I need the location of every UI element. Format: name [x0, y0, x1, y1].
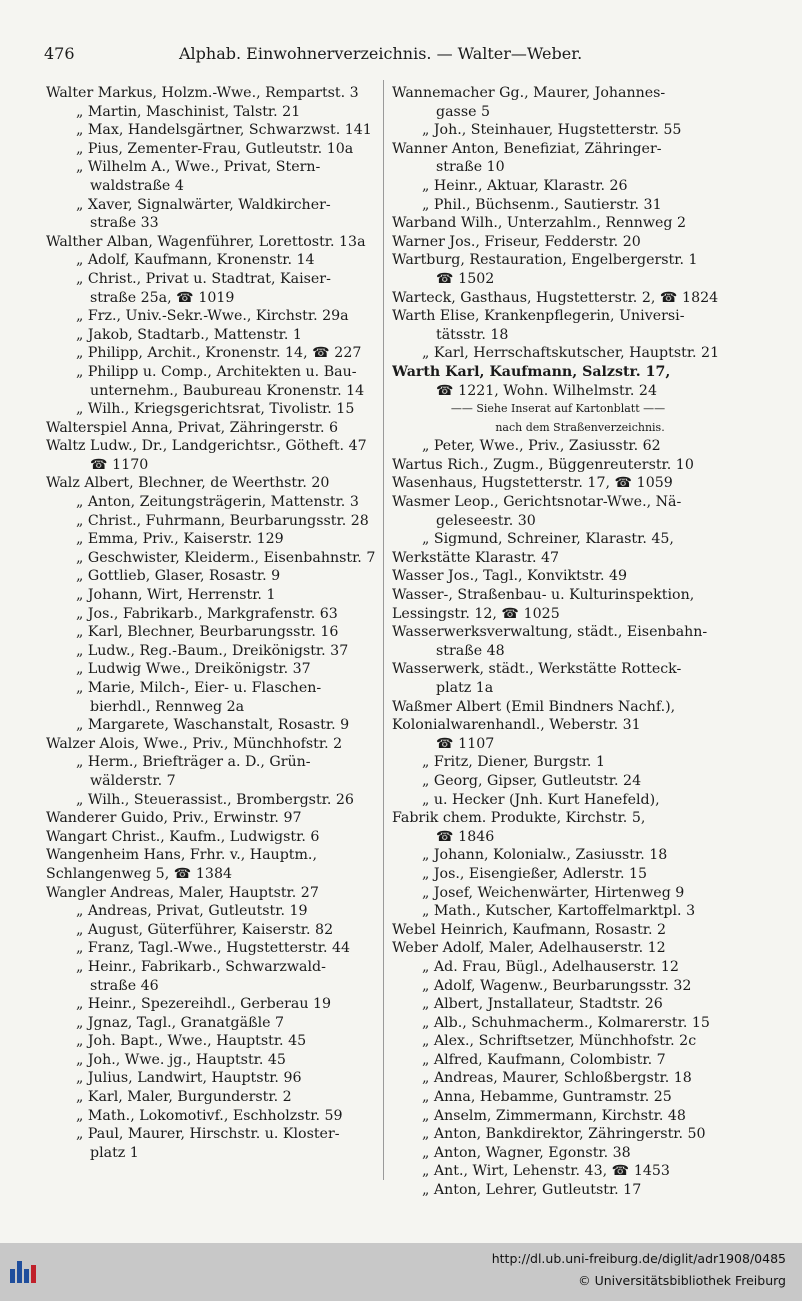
directory-line: „ Joh. Bapt., Wwe., Hauptstr. 45: [76, 1033, 307, 1050]
directory-line: „ Sigmund, Schreiner, Klarastr. 45,: [422, 531, 674, 548]
directory-line: „ Emma, Priv., Kaiserstr. 129: [76, 531, 284, 548]
directory-line: „ Ad. Frau, Bügl., Adelhauserstr. 12: [422, 958, 679, 975]
directory-line: „ Alb., Schuhmacherm., Kolmarerstr. 15: [422, 1014, 710, 1031]
directory-line: Werkstätte Klarastr. 47: [392, 549, 560, 566]
viewer-footer: [0, 1243, 802, 1301]
directory-line: straße 25a, ☎ 1019: [90, 289, 235, 306]
directory-line: ☎ 1502: [436, 270, 495, 287]
directory-line: „ Johann, Kolonialw., Zasiusstr. 18: [422, 847, 668, 864]
directory-line: „ Philipp u. Comp., Architekten u. Bau-: [76, 363, 357, 380]
directory-line: platz 1: [90, 1144, 139, 1161]
directory-line: „ Fritz, Diener, Burgstr. 1: [422, 754, 605, 771]
directory-line: „ Phil., Büchsenm., Sautierstr. 31: [422, 196, 662, 213]
directory-line: Webel Heinrich, Kaufmann, Rosastr. 2: [392, 921, 667, 938]
directory-line: „ Math., Lokomotivf., Eschholzstr. 59: [76, 1107, 343, 1124]
directory-line: „ Franz, Tagl.-Wwe., Hugstetterstr. 44: [76, 940, 351, 957]
directory-line: Wartburg, Restauration, Engelbergerstr. 1: [392, 252, 698, 269]
directory-line: „ Marie, Milch-, Eier- u. Flaschen-: [76, 680, 322, 696]
directory-line: „ u. Hecker (Jnh. Kurt Hanefeld),: [422, 791, 660, 808]
directory-line: Waßmer Albert (Emil Bindners Nachf.),: [392, 698, 676, 715]
directory-line: Warband Wilh., Unterzahlm., Rennweg 2: [392, 215, 687, 232]
directory-line: straße 46: [90, 977, 159, 994]
directory-line: Wasser Jos., Tagl., Konviktstr. 49: [392, 568, 628, 585]
directory-line: „ Albert, Jnstallateur, Stadtstr. 26: [422, 996, 663, 1013]
directory-line: Warth Karl, Kaufmann, Salzstr. 17,: [392, 363, 671, 380]
directory-line: „ Andreas, Privat, Gutleutstr. 19: [76, 903, 308, 920]
page-number: 476: [44, 44, 75, 63]
directory-line: „ Anselm, Zimmermann, Kirchstr. 48: [422, 1107, 686, 1124]
directory-line: „ Heinr., Fabrikarb., Schwarzwald-: [76, 958, 326, 975]
directory-line: „ Anton, Lehrer, Gutleutstr. 17: [422, 1182, 642, 1199]
permalink-url[interactable]: http://dl.ub.uni-freiburg.de/diglit/adr1908/0485: [491, 1251, 786, 1266]
directory-line: „ Josef, Weichenwärter, Hirtenweg 9: [422, 884, 685, 901]
page-header: [44, 44, 784, 68]
directory-line: „ Margarete, Waschanstalt, Rosastr. 9: [76, 717, 350, 734]
directory-line: „ Anton, Zeitungsträgerin, Mattenstr. 3: [76, 494, 359, 511]
library-logo-icon: [6, 1255, 42, 1291]
directory-line: „ Heinr., Spezereihdl., Gerberau 19: [76, 996, 332, 1013]
directory-line: „ Wilh., Steuerassist., Brombergstr. 26: [76, 791, 354, 808]
directory-line: „ Math., Kutscher, Kartoffelmarktpl. 3: [422, 903, 696, 920]
directory-line: „ Julius, Landwirt, Hauptstr. 96: [76, 1070, 302, 1087]
directory-line: „ Christ., Privat u. Stadtrat, Kaiser-: [76, 270, 331, 287]
directory-line: „ Jos., Fabrikarb., Markgrafenstr. 63: [76, 605, 338, 622]
directory-line: Wasmer Leop., Gerichtsnotar-Wwe., Nä-: [392, 494, 682, 511]
directory-line: „ Ludwig Wwe., Dreikönigstr. 37: [76, 661, 311, 678]
directory-line: „ Karl, Blechner, Beurbarungsstr. 16: [76, 624, 339, 641]
directory-line: „ Paul, Maurer, Hirschstr. u. Kloster-: [76, 1126, 340, 1143]
directory-line: Wangler Andreas, Maler, Hauptstr. 27: [46, 884, 319, 901]
directory-line: „ Ludw., Reg.-Baum., Dreikönigstr. 37: [76, 642, 349, 659]
directory-line: „ Andreas, Maurer, Schloßbergstr. 18: [422, 1070, 692, 1087]
directory-line: „ Anna, Hebamme, Guntramstr. 25: [422, 1089, 672, 1106]
directory-line: „ Max, Handelsgärtner, Schwarzwst. 141: [76, 122, 372, 139]
directory-line: „ Jgnaz, Tagl., Granatgäßle 7: [76, 1014, 285, 1031]
directory-line: Lessingstr. 12, ☎ 1025: [392, 605, 560, 622]
directory-line: wälderstr. 7: [90, 772, 176, 789]
directory-line: „ Georg, Gipser, Gutleutstr. 24: [422, 772, 642, 789]
directory-line: „ Joh., Steinhauer, Hugstetterstr. 55: [422, 122, 682, 139]
directory-line: „ Heinr., Aktuar, Klarastr. 26: [422, 177, 628, 194]
directory-line: Walterspiel Anna, Privat, Zähringerstr. 6: [46, 419, 339, 436]
directory-line: „ Anton, Bankdirektor, Zähringerstr. 50: [422, 1126, 706, 1143]
directory-line: bierhdl., Rennweg 2a: [90, 698, 245, 715]
directory-line: waldstraße 4: [90, 177, 184, 194]
directory-line: Wasser-, Straßenbau- u. Kulturinspektion,: [392, 587, 695, 604]
directory-line: Wasserwerk, städt., Werkstätte Rotteck-: [392, 661, 682, 678]
directory-line: „ Herm., Briefträger a. D., Grün-: [76, 754, 311, 771]
directory-line: Walter Markus, Holzm.-Wwe., Rempartst. 3: [46, 85, 359, 101]
directory-line: Warth Elise, Krankenpflegerin, Universi-: [392, 308, 685, 325]
directory-line: „ Adolf, Kaufmann, Kronenstr. 14: [76, 252, 315, 269]
directory-line: „ Wilh., Kriegsgerichtsrat, Tivolistr. 15: [76, 401, 355, 418]
directory-line: „ Jos., Eisengießer, Adlerstr. 15: [422, 865, 648, 882]
directory-line: „ August, Güterführer, Kaiserstr. 82: [76, 921, 334, 938]
directory-line: Wannemacher Gg., Maurer, Johannes-: [392, 85, 666, 101]
page-title: Alphab. Einwohnerverzeichnis. — Walter—Weber.: [179, 44, 583, 63]
directory-line: Wasenhaus, Hugstetterstr. 17, ☎ 1059: [392, 475, 673, 492]
directory-line: „ Martin, Maschinist, Talstr. 21: [76, 103, 301, 120]
directory-line: „ Karl, Herrschaftskutscher, Hauptstr. 21: [422, 345, 720, 362]
directory-line: „ Wilhelm A., Wwe., Privat, Stern-: [76, 159, 321, 176]
directory-line: tätsstr. 18: [436, 326, 509, 343]
directory-line: „ Adolf, Wagenw., Beurbarungsstr. 32: [422, 977, 692, 994]
right-column: [392, 84, 724, 1200]
directory-line: „ Christ., Fuhrmann, Beurbarungsstr. 28: [76, 512, 369, 529]
directory-line: ☎ 1221, Wohn. Wilhelmstr. 24: [436, 382, 657, 399]
directory-line: straße 48: [436, 642, 505, 659]
directory-line: Walther Alban, Wagenführer, Lorettostr. 13a: [46, 233, 366, 250]
directory-line: „ Anton, Wagner, Egonstr. 38: [422, 1144, 631, 1161]
directory-line: „ Pius, Zementer-Frau, Gutleutstr. 10a: [76, 140, 354, 157]
directory-line: Weber Adolf, Maler, Adelhauserstr. 12: [392, 940, 666, 957]
directory-line: „ Peter, Wwe., Priv., Zasiusstr. 62: [422, 438, 661, 455]
directory-line: Wasserwerksverwaltung, städt., Eisenbahn-: [392, 624, 708, 641]
directory-line: „ Johann, Wirt, Herrenstr. 1: [76, 587, 276, 604]
directory-line: ☎ 1107: [436, 735, 495, 752]
directory-line: „ Ant., Wirt, Lehenstr. 43, ☎ 1453: [422, 1163, 670, 1180]
directory-line: unternehm., Baubureau Kronenstr. 14: [90, 382, 365, 399]
directory-line: ☎ 1846: [436, 828, 495, 845]
directory-line: „ Gottlieb, Glaser, Rosastr. 9: [76, 568, 281, 585]
directory-line: nach dem Straßenverzeichnis.: [495, 420, 665, 434]
directory-line: —— Siehe Inserat auf Kartonblatt ——: [450, 402, 666, 416]
directory-line: Wartus Rich., Zugm., Büggenreuterstr. 10: [392, 456, 694, 473]
directory-line: Wangenheim Hans, Frhr. v., Hauptm.,: [46, 847, 317, 864]
directory-line: ☎ 1170: [90, 456, 149, 473]
directory-line: „ Philipp, Archit., Kronenstr. 14, ☎ 227: [76, 345, 362, 362]
directory-line: „ Jakob, Stadtarb., Mattenstr. 1: [76, 326, 302, 343]
directory-line: Walzer Alois, Wwe., Priv., Münchhofstr. 2: [46, 735, 343, 752]
directory-line: Kolonialwarenhandl., Weberstr. 31: [392, 717, 641, 734]
directory-line: „ Joh., Wwe. jg., Hauptstr. 45: [76, 1051, 286, 1068]
directory-line: „ Karl, Maler, Burgunderstr. 2: [76, 1089, 292, 1106]
directory-line: Wanner Anton, Benefiziat, Zähringer-: [392, 140, 662, 157]
left-column: [46, 84, 378, 1162]
directory-line: Schlangenweg 5, ☎ 1384: [46, 865, 233, 882]
directory-line: Wangart Christ., Kaufm., Ludwigstr. 6: [46, 828, 320, 845]
directory-line: gasse 5: [436, 103, 491, 120]
directory-line: „ Xaver, Signalwärter, Waldkircher-: [76, 196, 331, 213]
directory-line: Fabrik chem. Produkte, Kirchstr. 5,: [392, 810, 646, 827]
directory-line: platz 1a: [436, 680, 494, 696]
directory-line: geleseestr. 30: [436, 512, 536, 529]
directory-line: Wanderer Guido, Priv., Erwinstr. 97: [46, 810, 302, 827]
directory-line: Warteck, Gasthaus, Hugstetterstr. 2, ☎ 1824: [392, 289, 719, 306]
directory-line: „ Frz., Univ.-Sekr.-Wwe., Kirchstr. 29a: [76, 308, 349, 325]
directory-line: Warner Jos., Friseur, Fedderstr. 20: [392, 233, 641, 250]
directory-line: „ Alfred, Kaufmann, Colombistr. 7: [422, 1051, 666, 1068]
directory-line: „ Alex., Schriftsetzer, Münchhofstr. 2c: [422, 1033, 697, 1050]
copyright-text: © Universitätsbibliothek Freiburg: [578, 1273, 786, 1288]
directory-line: Waltz Ludw., Dr., Landgerichtsr., Götheft. 47: [46, 438, 367, 455]
directory-line: straße 33: [90, 215, 159, 232]
directory-line: Walz Albert, Blechner, de Weerthstr. 20: [46, 475, 330, 492]
directory-line: „ Geschwister, Kleiderm., Eisenbahnstr. 7: [76, 549, 376, 566]
directory-line: straße 10: [436, 159, 505, 176]
column-divider: [383, 80, 384, 1180]
